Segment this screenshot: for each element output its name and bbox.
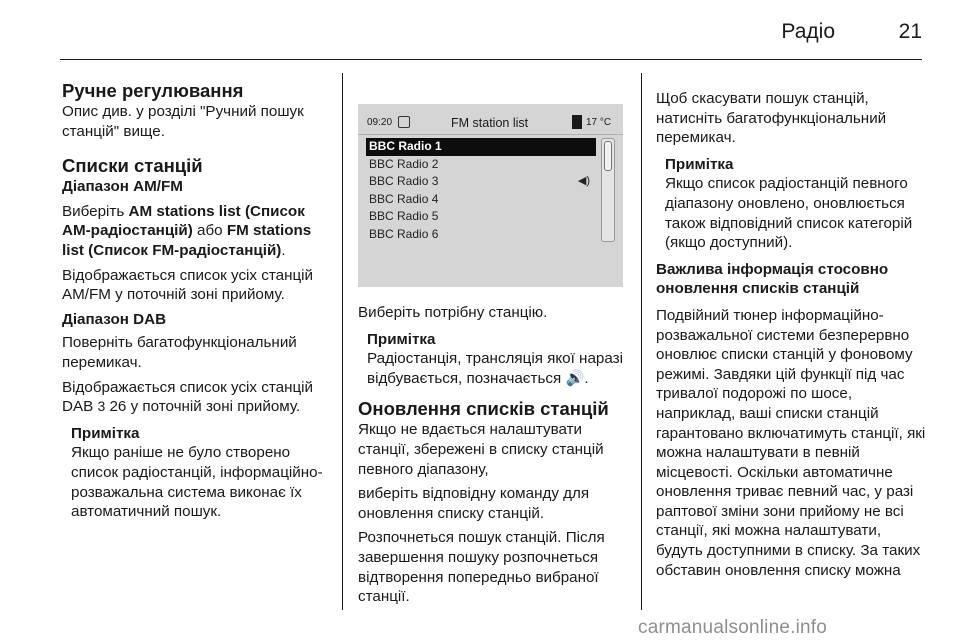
screen-title: FM station list xyxy=(451,116,529,130)
update-text-3: Розпочнеться пошук станцій. Після завершення пошуку розпочнеться відтворення попередньо вибраної станції. xyxy=(358,529,605,606)
subheading-am-fm: Діапазон AM/FM xyxy=(62,178,183,196)
note-text: Якщо раніше не було створено список радіостанцій, інформаційно-розважальна система виконає їх автоматичний пошук. xyxy=(71,444,323,521)
page-number: 21 xyxy=(898,20,922,43)
station-list-item[interactable] xyxy=(366,173,596,191)
page-reference-arrow-icon: 3 xyxy=(97,398,106,415)
am-text-pre: Виберіть xyxy=(62,202,129,220)
note-text-2 xyxy=(367,349,630,388)
important-info-text: Подвійний тюнер інформаційно-розважальної системи безперервно оновлює списки станцій у фоновому режимі. Завдяки цій функції під час тривалої подорожі по шосе, наприклад, ваші списки станцій гарантовано включатимуть станції, які можна налаштувати в певній місцевості. Оскільки автоматичне оновлення триває певний час, у разі раптової зміни зони прийому не всі станції, які можна налаштувати, будуть доступними в списку. За таких обставин оновлення списку можна xyxy=(656,306,926,579)
scrollbar xyxy=(601,138,615,242)
fm-stations-list-option: FM stations list (Список FM-радіостанцій) xyxy=(62,222,312,259)
station-name: BBC Radio 4 xyxy=(369,191,439,206)
screen-status-bar xyxy=(358,114,623,131)
station-list-item[interactable] xyxy=(366,138,596,156)
station-name: BBC Radio 3 xyxy=(369,174,439,189)
fm-station-list-screenshot xyxy=(358,104,623,287)
am-text-mid: або xyxy=(192,222,227,240)
page-title: Радіо xyxy=(781,20,835,43)
station-name: BBC Radio 5 xyxy=(369,209,439,224)
am-fm-instruction xyxy=(62,202,334,261)
note-heading-3: Примітка xyxy=(665,155,734,173)
am-stations-list-option: AM stations list (Список AM-радіостанцій) xyxy=(62,202,305,240)
section-heading-station-lists: Списки станцій xyxy=(62,155,203,177)
select-station-text: Виберіть потрібну станцію. xyxy=(358,304,548,321)
screen-divider xyxy=(358,134,623,135)
station-name: BBC Radio 2 xyxy=(369,156,439,171)
screen-temperature: 17 °C xyxy=(586,117,612,128)
clock-icon xyxy=(398,116,410,128)
am-fm-display-text: Відображається список усіх станцій AM/FM у поточній зоні прийому. xyxy=(62,266,314,304)
station-list-item[interactable] xyxy=(366,226,596,244)
station-list xyxy=(366,138,596,244)
update-text-2: виберіть відповідну команду для оновлення списку станцій. xyxy=(358,485,590,522)
note-heading: Примітка xyxy=(71,424,140,442)
dab-display-text xyxy=(62,378,334,417)
note-box-3 xyxy=(656,155,928,253)
page-header xyxy=(0,0,960,60)
dab-text-pre: Відображається список усіх станцій DAB xyxy=(62,378,314,416)
station-name: BBC Radio 6 xyxy=(369,226,439,241)
station-list-item[interactable] xyxy=(366,156,596,174)
station-name: BBC Radio 1 xyxy=(369,139,442,153)
header-divider xyxy=(60,59,922,60)
update-text-1: Якщо не вдається налаштувати станції, збережені в списку станцій певного діапазону, xyxy=(358,421,604,478)
column-divider-2 xyxy=(641,73,642,610)
note-box-2 xyxy=(358,330,630,389)
column-3 xyxy=(656,89,928,580)
important-info-heading: Важлива інформація стосовно оновлення списків станцій xyxy=(656,260,889,298)
note-box xyxy=(62,424,334,522)
column-1 xyxy=(62,80,334,522)
section-heading-manual: Ручне регулювання xyxy=(62,80,244,101)
watermark: carmanualsonline.info xyxy=(638,617,828,638)
scrollbar-thumb xyxy=(604,141,612,171)
station-list-item[interactable] xyxy=(366,191,596,209)
column-divider-1 xyxy=(342,73,343,610)
station-list-item[interactable] xyxy=(366,208,596,226)
manual-text: Опис див. у розділі "Ручний пошук станцій" вище. xyxy=(62,103,304,140)
now-playing-speaker-icon: ◀) xyxy=(577,175,590,188)
note-text-2-suffix: . xyxy=(584,369,589,387)
am-text-post: . xyxy=(281,241,286,259)
dab-instruction: Поверніть багатофункціональний перемикач. xyxy=(62,334,297,371)
phone-icon xyxy=(572,115,582,129)
screen-time: 09:20 xyxy=(367,117,393,128)
subheading-dab: Діапазон DAB xyxy=(62,310,167,328)
dab-text-post: 26 у поточній зоні прийому. xyxy=(105,398,301,416)
cancel-search-text: Щоб скасувати пошук станцій, натисніть багатофункціональний перемикач. xyxy=(656,90,887,147)
column-2 xyxy=(358,303,630,607)
note-text-2-body: Радіостанція, трансляція якої наразі відбувається, позначається xyxy=(367,350,623,387)
note-heading-2: Примітка xyxy=(367,330,436,348)
section-heading-update-lists: Оновлення списків станцій xyxy=(358,398,609,420)
speaker-icon: 🔊 xyxy=(565,369,585,387)
note-text-3: Якщо список радіостанцій певного діапазону оновлено, оновлюється також відповідний список категорій (якщо доступний). xyxy=(665,175,913,252)
